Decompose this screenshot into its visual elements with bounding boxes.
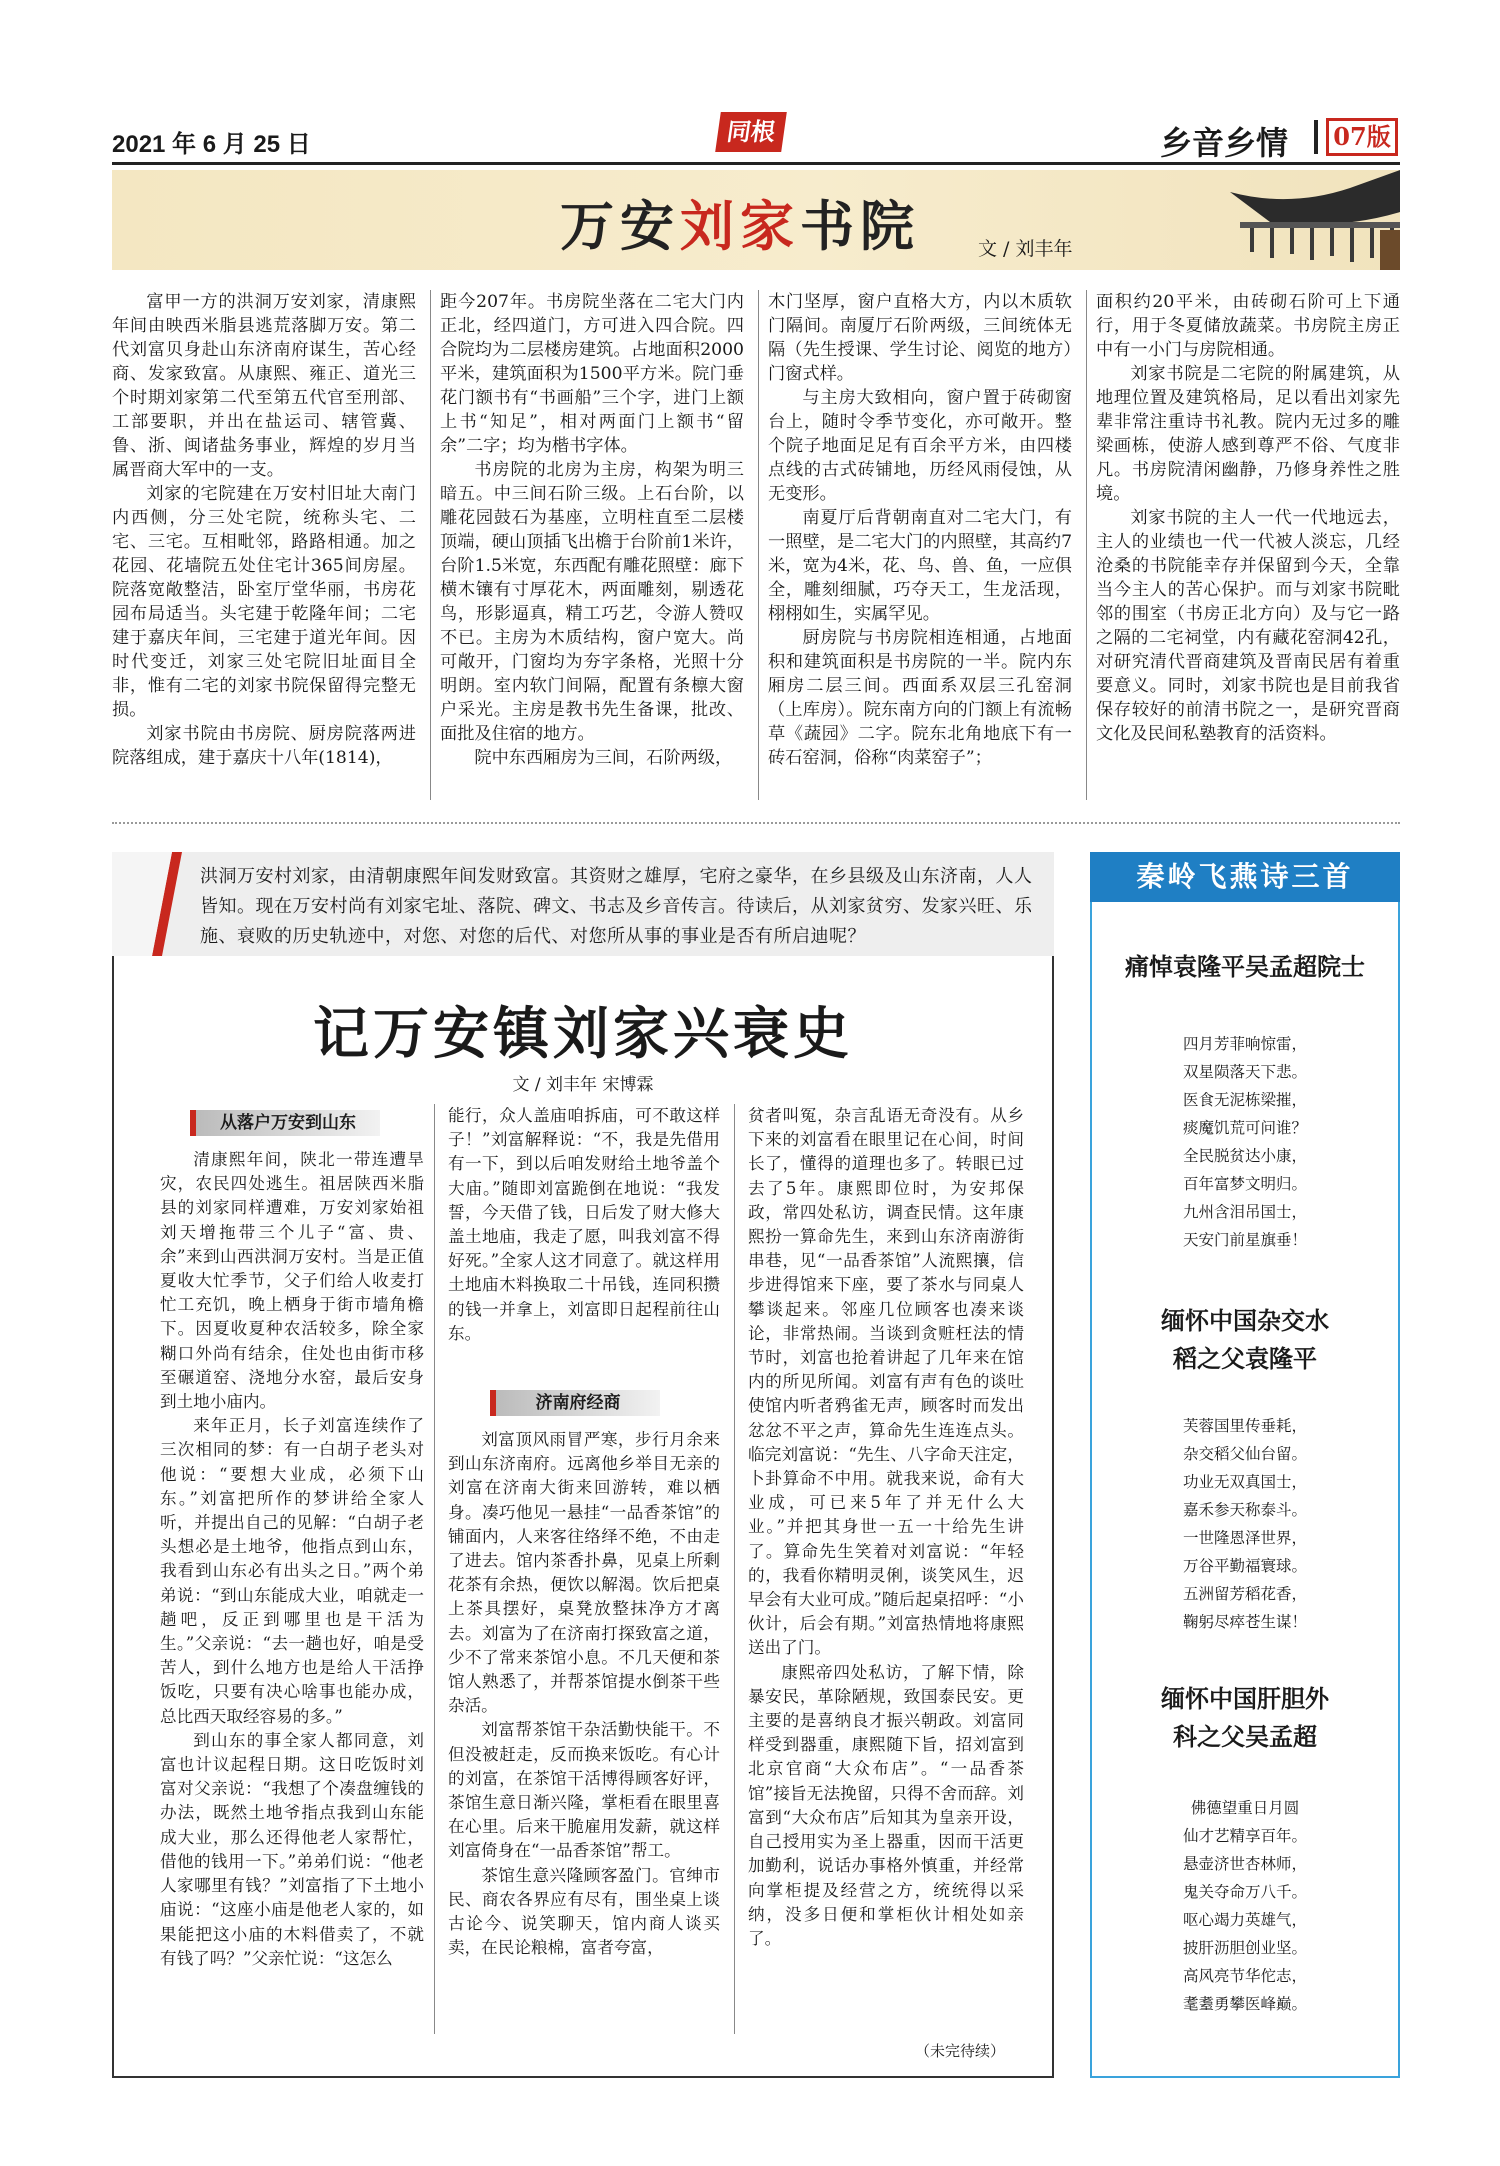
paragraph: 刘家书院由书房院、厨房院落两进院落组成，建于嘉庆十八年(1814)， [112,724,416,768]
article1-column [1096,290,1400,746]
poem-line: 耄耋勇攀医峰巅。 [1182,1995,1307,2013]
paragraph: 能行，众人盖庙咱拆庙，可不敢这样子！”刘富解释说：“不，我是先借用有一下，到以后咱发财给土地爷盖个大庙。”随即刘富跪倒在地说：“我发誓，今天借了钱，日后发了财大修大盖土地庙，我走了愿，叫我刘富不得好死。”全家人这才同意了。就这样用土地庙木料换取二十吊钱，连同积攒的钱一并拿上，刘富即日起程前往山东。 [448,1106,720,1343]
poem1-lines [1090,1030,1400,1254]
poem-line: 四月芳菲响惊雷， [1182,1035,1307,1053]
poem2-lines [1090,1412,1400,1636]
poem1-title: 痛悼袁隆平吴孟超院士 [1125,952,1365,981]
article1-byline: 文 / 刘丰年 [978,238,1073,260]
poem3-title: 缅怀中国肝胆外科之父吴孟超 [1161,1684,1329,1751]
column-divider [758,290,759,800]
paragraph: 来年正月，长子刘富连续作了三次相同的梦：有一白胡子老头对他说：“要想大业成，必须下山东。”刘富把所作的梦讲给全家人听，并提出自己的见解：“白胡子老头想必是土地爷，他指点到山东，我看到山东必有出头之日。”两个弟弟说：“到山东能成大业，咱就走一趟吧，反正到哪里也是干活为生。”父亲说：“去一趟也好，咱是受苦人，到什么地方也是给人干活挣饭吃，只要有决心啥事也能办成，总比西天取经容易的多。” [160,1416,424,1726]
poem-line: 百年富梦文明归。 [1182,1175,1307,1193]
paragraph: 康熙帝四处私访，了解下情，除暴安民，革除陋规，致国泰民安。更主要的是喜纳良才振兴朝政。刘富同样受到器重，康熙随下旨，招刘富到北京官商“大众布店”。“一品香茶馆”接旨无法挽留，只得不舍而辞。刘富到“大众布店”后知其为皇亲开设，自己授用实为圣上器重，因而干活更加勤利，说话办事格外慎重，并经常向掌柜提及经营之方，统统得以采纳，没多日便和掌柜伙计相处如亲了。 [748,1662,1024,1948]
paragraph: 茶馆生意兴隆顾客盈门。官绅市民、商农各界应有尽有，围坐桌上谈古论今、说笑聊天，馆内商人谈买卖，在民论粮棉，富者夸富， [448,1865,720,1958]
paragraph: 刘家书院的主人一代一代地远去，主人的业绩也一代一代被人淡忘，几经沧桑的书院能幸存并保留到今天，全靠当今主人的苦心保护。而与刘家书院毗邻的围室（书房正北方向）及与它一路之隔的二宅祠堂，内有藏花窑洞42孔，对研究清代晋商建筑及晋南民居有着重要意义。同时，刘家书院也是目前我省保存较好的前清书院之一，是研究晋商文化及民间私塾教育的活资料。 [1096,508,1400,744]
issue-date: 2021 年 6 月 25 日 [112,131,311,158]
continued-note: （未完待续） [915,2042,1006,2060]
poem-line: 九州含泪吊国士， [1182,1203,1307,1221]
paragraph: 书房院的北房为主房，构架为明三暗五。中三间石阶三级。上石台阶，以雕花园鼓石为基座，立明柱直至二层楼顶端，硬山顶插飞出檐于台阶前1米许，台阶1.5米宽，东西配有雕花照壁：廊下横木镶有寸厚花木，两面雕刻，剔透花鸟，形影逼真，精工巧艺，令游人赞叹不已。主房为木质结构，窗户宽大。尚可敞开，门窗均为夯字条格，光照十分明朗。室内软门间隔，配置有条檩大窗户采光。主房是教书先生备课，批改、面批及住宿的地方。 [440,460,744,744]
red-corner-decoration [112,852,192,956]
paragraph: 南夏厅后背朝南直对二宅大门，有一照壁，是二宅大门的内照壁，其高约7米，宽为4米，花、鸟、兽、鱼，一应俱全，雕刻细腻，巧夺天工，生龙活现，栩栩如生，实属罕见。 [768,508,1072,624]
column-divider [434,1104,435,2034]
poem-line: 鞠躬尽瘁苍生谋！ [1182,1613,1307,1631]
poem-line: 医食无泥栋梁摧， [1182,1091,1307,1109]
paragraph: 院中东西厢房为三间，石阶两级， [474,748,733,768]
poem-line: 嘉禾参天称泰斗。 [1182,1501,1307,1519]
edition-badge: 07版 [1326,118,1398,156]
paragraph: 面积约20平米，由砖砌石阶可上下通行，用于冬夏储放蔬菜。书房院主房正中有一小门与房院相通。 [1096,292,1400,360]
article2-column [448,1104,720,1346]
article1-column [440,290,744,770]
poems-header: 秦岭飞燕诗三首 [1090,852,1400,902]
column-divider [734,1104,735,2034]
poem-line: 全民脱贫达小康， [1182,1147,1307,1165]
paragraph: 富甲一方的洪洞万安刘家，清康熙年间由映西米脂县逃荒落脚万安。第二代刘富贝身赴山东济南府谋生，苦心经商、发家致富。从康熙、雍正、道光三个时期刘家第二代至第五代官至刑部、工部要职，并出在盐运司、辖管冀、鲁、浙、闽诸盐务事业，辉煌的岁月当属晋商大军中的一支。 [112,292,416,480]
subhead-from-wanan-to-shandong: 从落户万安到山东 [190,1110,380,1136]
poem-line: 一世隆恩泽世界， [1182,1529,1307,1547]
paragraph: 厨房院与书房院相连相通，占地面积和建筑面积是书房院的一半。院内东厢房二层三间。西面系双层三孔窑洞（上库房）。院东南方向的门额上有流畅草《蔬园》二字。院东北角地底下有一砖石窑洞，俗称“肉菜窑子”； [768,628,1072,768]
subhead-jinan-business: 济南府经商 [490,1390,660,1416]
paragraph: 刘富帮茶馆干杂活勤快能干。不但没被赶走，反而换来饭吃。有心计的刘富，在茶馆干活博得顾客好评，茶馆生意日渐兴隆，掌柜看在眼里喜在心里。后来干脆雇用发薪，就这样刘富倚身在“一品香茶馆”帮工。 [448,1720,720,1861]
poem-line: 高风亮节华佗志， [1182,1967,1307,1985]
paragraph: 贫者叫冤，杂言乱语无奇没有。从乡下来的刘富看在眼里记在心间，时间长了，懂得的道理也多了。转眼已过去了5年。康熙即位时，为安邦保政，常四处私访，调查民情。这年康熙扮一算命先生，来到山东济南游街串巷，见“一品香茶馆”人流熙攘，信步进得馆来下座，要了茶水与同桌人攀谈起来。邻座几位顾客也凑来谈论，非常热闹。当谈到贪赃枉法的情节时，刘富也抢着讲起了几年来在馆内的所见所闻。刘富有声有色的谈吐使馆内听者鸦雀无声，顾客时而发出忿忿不平之声，算命先生连连点头。临完刘富说：“先生、八字命天注定，卜卦算命不中用。就我来说，命有大业成，可已来5年了并无什么大业。”并把其身世一五一十给先生讲了。算命先生笑着对刘富说：“年轻的，我看你精明灵俐，谈笑风生，迟早会有大业可成。”随后起桌招呼：“小伙计，后会有期。”刘富热情地将康熙送出了门。 [748,1106,1024,1658]
poem-line: 呕心竭力英雄气， [1182,1911,1307,1929]
poem-line: 五洲留芳稻花香， [1182,1585,1307,1603]
header-rule [112,162,1400,165]
poem-line: 仙才艺精享百年。 [1182,1827,1307,1845]
poem-line: 功业无双真国士， [1182,1473,1307,1491]
article2-column [448,1428,720,1960]
poem3-lines [1090,1794,1400,2018]
poem-line: 悬壶济世杏林师， [1182,1855,1307,1873]
paragraph: 刘家书院是二宅院的附属建筑，从地理位置及建筑格局，足以看出刘家先辈非常注重诗书礼教。院内无过多的雕梁画栋，使游人感到尊严不俗、气度非凡。书房院清闲幽静，乃修身养性之胜境。 [1096,364,1400,504]
poem2-title: 缅怀中国杂交水稻之父袁隆平 [1161,1306,1329,1373]
roof-eave-icon [1230,170,1400,270]
paragraph: 到山东的事全家人都同意，刘富也计议起程日期。这日吃饭时刘富对父亲说：“我想了个凑盘缠钱的办法，既然土地爷指点我到山东能成大业，那么还得他老人家帮忙，借他的钱用一下。”弟弟们说：“他老人家哪里有钱？”刘富指了下土地小庙说：“这座小庙是他老人家的，如果能把这小庙的木料借卖了，不就有钱了吗？”父亲忙说：“这怎么 [160,1730,424,1968]
poem-line: 芙蓉国里传垂耗， [1182,1417,1307,1435]
article1-column [768,290,1072,770]
paragraph: 刘富顶风雨冒严寒，步行月余来到山东济南府。远离他乡举目无亲的刘富在济南大街来回游转，难以栖身。凑巧他见一悬挂“一品香茶馆”的铺面内，人来客往络绎不绝，不由走了进去。馆内茶香扑鼻，见桌上所剩花茶有余热，便饮以解渴。饮后把桌上茶具摆好，桌凳放整抹净方才离去。刘富为了在济南打探致富之道，少不了常来茶馆小息。不几天便和茶馆人熟悉了，并帮茶馆提水倒茶干些杂活。 [448,1430,720,1716]
paragraph: 木门坚厚，窗户直格大方，内以木质软门隔间。南厦厅石阶两级，三间统体无隔（先生授课、学生讨论、阅览的地方）门窗式样。 [768,292,1072,384]
poem-line: 披肝沥胆创业坚。 [1182,1939,1307,1957]
poem-line: 鬼关夺命万八千。 [1182,1883,1307,1901]
newspaper-logo: 同根 [715,112,787,152]
poem-line: 天安门前星旗垂！ [1182,1231,1307,1249]
article2-intro: 洪洞万安村刘家，由清朝康熙年间发财致富。其资财之雄厚，宅府之豪华，在乡县级及山东济南，人人皆知。现在万安村尚有刘家宅址、落院、碑文、书志及乡音传言。待读后，从刘家贫穷、发家兴旺、乐施、衰败的历史轨迹中，对您、对您的后代、对您所从事的事业是否有所启迪呢？ [200,866,1033,947]
article1-column [112,290,416,770]
poem-line: 痰魔饥荒可问谁？ [1182,1119,1307,1137]
column-divider [430,290,431,800]
article1-title: 万安刘家书院 [560,194,920,258]
paragraph: 距今207年。书房院坐落在二宅大门内正北，经四道门，方可进入四合院。四合院均为二层楼房建筑。占地面积2000平米，建筑面积为1500平方米。院门垂花门额书有“书画船”三个字，进门上额上书“知足”，相对两面门上额书“留余”二字；均为楷书字体。 [440,292,744,456]
paragraph: 清康熙年间，陕北一带连遭旱灾，农民四处逃生。祖居陕西米脂县的刘家同样遭难，万安刘家始祖刘天增拖带三个儿子“富、贵、余”来到山西洪洞万安村。当是正值夏收大忙季节，父子们给人收麦打忙工充饥，晚上栖身于街市墙角檐下。因夏收夏种农活较多，除全家糊口外尚有结余，住处也由街市移至碾道窑、浇地分水窑，最后安身到土地小庙内。 [160,1150,424,1412]
section-divider [1314,120,1318,154]
column-divider [1086,290,1087,800]
paragraph: 刘家的宅院建在万安村旧址大南门内西侧，分三处宅院，统称头宅、二宅、三宅。互相毗邻，路路相通。加之花园、花墙院五处住宅计365间房屋。院落宽敞整洁，卧室厅堂华丽，书房花园布局适当。头宅建于乾隆年间；二宅建于嘉庆年间，三宅建于道光年间。因时代变迁，刘家三处宅院旧址面目全非，惟有二宅的刘家书院保留得完整无损。 [112,484,416,720]
article2-column [748,1104,1024,1951]
poem-line: 双星陨落天下悲。 [1182,1063,1307,1081]
article2-title: 记万安镇刘家兴衰史 [313,1002,853,1067]
article2-byline: 文 / 刘丰年 宋博霖 [512,1075,654,1095]
section-title: 乡音乡情 [1160,124,1289,162]
paragraph: 与主房大致相向，窗户置于砖砌窗台上，随时令季节变化，亦可敞开。整个院子地面足足有百余平方米，由四楼点线的古式砖铺地，历经风雨侵蚀，从无变形。 [768,388,1072,504]
article2-column [160,1148,424,1971]
poem-line: 万谷平勤福寰球。 [1182,1557,1307,1575]
poem-line: 杂交稻父仙台留。 [1182,1445,1307,1463]
poem-line: 佛德望重日月圆 [1190,1799,1300,1817]
section-separator [112,822,1400,824]
